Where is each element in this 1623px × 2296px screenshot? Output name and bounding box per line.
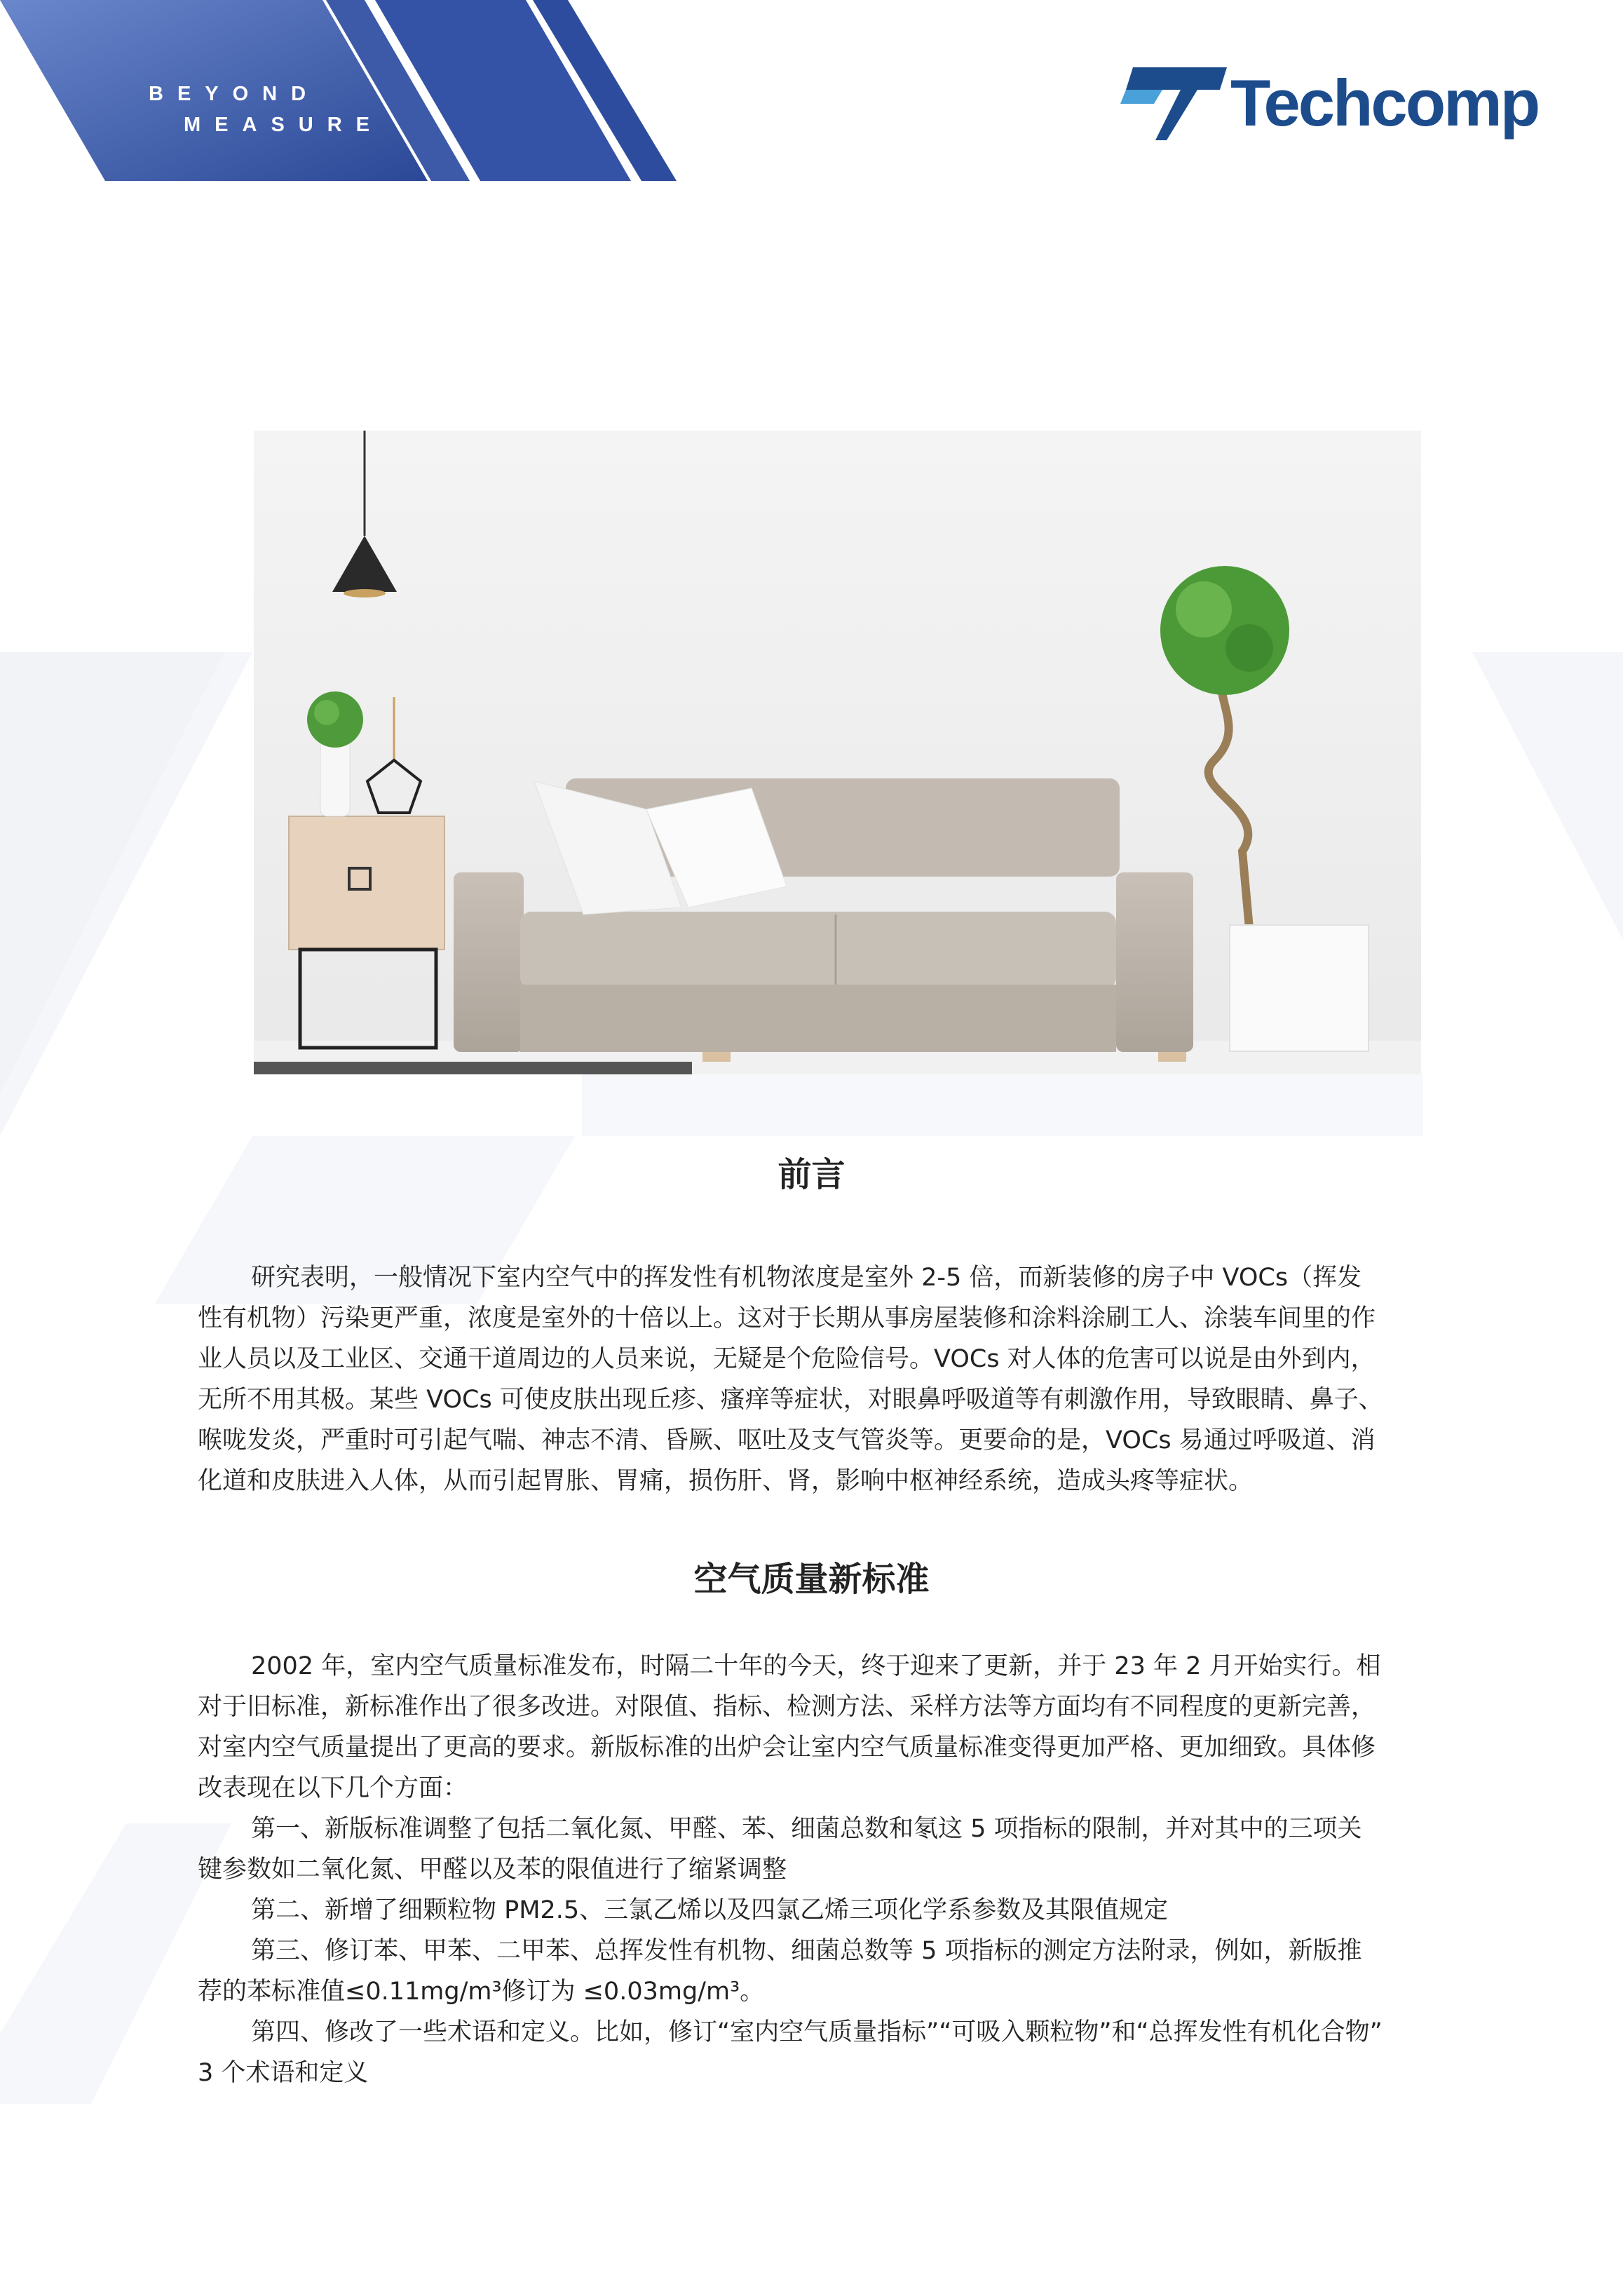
text-line: 3 个术语和定义 <box>198 2059 369 2087</box>
change-item-3 <box>198 1931 1429 2012</box>
text-line: 改表现在以下几个方面： <box>198 1774 468 1802</box>
section-heading-new-standard: 空气质量新标准 <box>693 1560 930 1599</box>
logo-text: Techcomp <box>1230 66 1539 140</box>
change-item-4 <box>198 2012 1429 2093</box>
brand-tagline <box>149 79 383 140</box>
tagline-line-2: MEASURE <box>184 114 384 136</box>
text-line: 化道和皮肤进入人体，从而引起胃胀、胃痛，损伤肝、肾，影响中枢神经系统，造成头疼等症状。 <box>198 1467 1254 1495</box>
text-line: 第一、新版标准调整了包括二氧化氮、甲醛、苯、细菌总数和氡这 5 项指标的限制，并对其中的三项关 <box>251 1815 1362 1843</box>
tagline-line-1: BEYOND <box>149 83 320 105</box>
text-line: 业人员以及工业区、交通干道周边的人员来说，无疑是个危险信号。VOCs 对人体的危害可以说是由外到内， <box>198 1345 1376 1373</box>
change-item-2 <box>198 1890 1429 1931</box>
text-line: 性有机物）污染更严重，浓度是室外的十倍以上。这对于长期从事房屋装修和涂料涂刷工人、涂装车间里的作 <box>198 1304 1376 1332</box>
text-line: 2002 年，室内空气质量标准发布，时隔二十年的今天，终于迎来了更新，并于 23 年 2 月开始实行。相 <box>251 1652 1381 1680</box>
change-item-1 <box>198 1809 1429 1890</box>
text-line: 对于旧标准，新标准作出了很多改进。对限值、指标、检测方法、采样方法等方面均有不同程度的更新完善， <box>198 1693 1376 1721</box>
text-line: 键参数如二氧化氮、甲醛以及苯的限值进行了缩紧调整 <box>198 1856 787 1884</box>
text-line: 第三、修订苯、甲苯、二甲苯、总挥发性有机物、细菌总数等 5 项指标的测定方法附录，例如，新版推 <box>251 1937 1362 1965</box>
text-line: 喉咙发炎，严重时可引起气喘、神志不清、昏厥、呕吐及支气管炎等。更要命的是，VOCs 易通过呼吸道、消 <box>198 1426 1376 1454</box>
text-line: 荐的苯标准值≤0.11mg/m³修订为 ≤0.03mg/m³。 <box>198 1978 765 2006</box>
foreword-paragraph <box>198 1257 1429 1501</box>
logo-mark-icon <box>1120 62 1232 143</box>
living-room-sofa-photo <box>254 431 1421 1074</box>
text-line: 第二、新增了细颗粒物 PM2.5、三氯乙烯以及四氯乙烯三项化学系参数及其限值规定 <box>251 1896 1169 1924</box>
text-line: 无所不用其极。某些 VOCs 可使皮肤出现丘疹、瘙痒等症状，对眼鼻呼吸道等有刺激作用，导致眼睛、鼻子、 <box>198 1386 1383 1414</box>
section-heading-foreword: 前言 <box>777 1155 846 1194</box>
text-line: 对室内空气质量提出了更高的要求。新版标准的出炉会让室内空气质量标准变得更加严格、更加细致。具体修 <box>198 1734 1376 1762</box>
standard-intro-paragraph <box>198 1646 1429 1809</box>
techcomp-logo[interactable] <box>1120 62 1555 143</box>
text-line: 研究表明，一般情况下室内空气中的挥发性有机物浓度是室外 2-5 倍，而新装修的房子中 VOCs（挥发 <box>251 1264 1362 1292</box>
text-line: 第四、修改了一些术语和定义。比如，修订“室内空气质量指标”“可吸入颗粒物”和“总挥发性有机化合物” <box>251 2018 1383 2046</box>
